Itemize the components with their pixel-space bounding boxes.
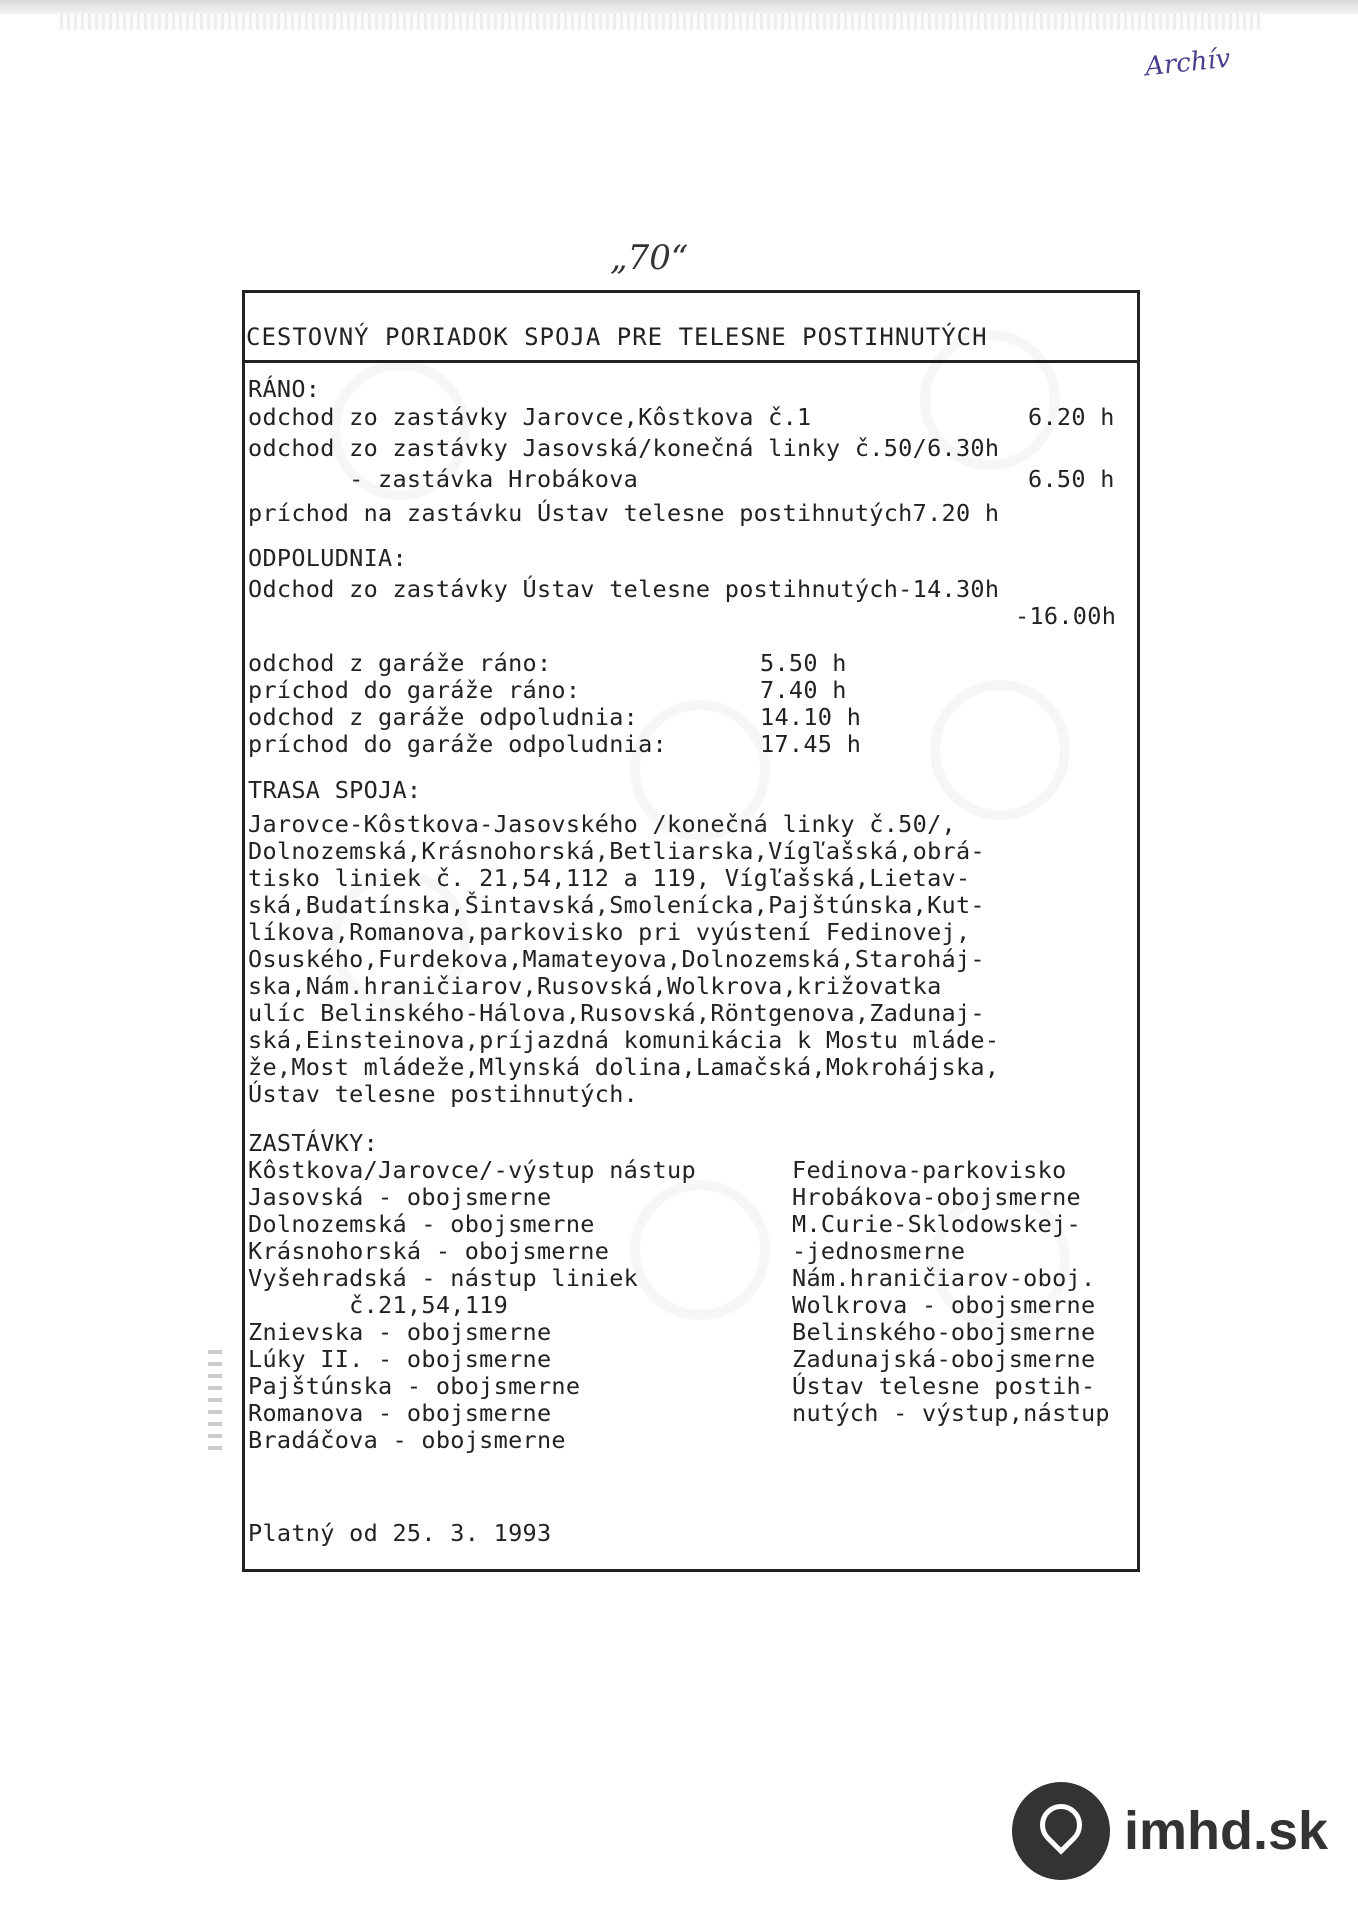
document-title: CESTOVNÝ PORIADOK SPOJA PRE TELESNE POSTIHNUTÝCH [246, 323, 988, 351]
trasa-line: ská,Budatínska,Šintavská,Smolenícka,Pajštúnska,Kut- [248, 891, 985, 919]
header-divider [242, 360, 1140, 363]
brand-name: imhd.sk [1124, 1801, 1329, 1861]
rano-time: 6.50 h [1028, 465, 1115, 493]
trasa-line: Jarovce-Kôstkova-Jasovského /konečná linky č.50/, [248, 810, 956, 838]
odpoludnia-line: Odchod zo zastávky Ústav telesne postihnutých-14.30h [248, 575, 1000, 603]
scan-edge-mark [208, 1350, 222, 1450]
garage-time: 5.50 h [760, 649, 847, 677]
rano-time: 6.20 h [1028, 403, 1115, 431]
stop-right: Wolkrova - obojsmerne [792, 1291, 1096, 1319]
section-heading-rano: RÁNO: [248, 375, 321, 403]
garage-time: 7.40 h [760, 676, 847, 704]
garage-time: 14.10 h [760, 703, 862, 731]
page-mark: „70“ [610, 238, 689, 278]
rano-line: - zastávka Hrobákova [248, 465, 639, 493]
stop-left: Krásnohorská - obojsmerne [248, 1237, 610, 1265]
stop-right: Fedinova-parkovisko [792, 1156, 1067, 1184]
brand-logo [1012, 1782, 1332, 1882]
validity-date: Platný od 25. 3. 1993 [248, 1519, 552, 1547]
stop-left: Znievska - obojsmerne [248, 1318, 552, 1346]
stop-right: Ústav telesne postih- [792, 1372, 1096, 1400]
stop-left: Lúky II. - obojsmerne [248, 1345, 552, 1373]
garage-label: odchod z garáže ráno: [248, 649, 552, 677]
garage-time: 17.45 h [760, 730, 862, 758]
stop-left: č.21,54,119 [248, 1291, 509, 1319]
trasa-line: ská,Einsteinova,príjazdná komunikácia k Mostu mláde- [248, 1026, 1000, 1054]
section-heading-odpoludnia: ODPOLUDNIA: [248, 544, 407, 572]
pin-shape [1031, 1795, 1090, 1854]
garage-label: odchod z garáže odpoludnia: [248, 703, 639, 731]
stop-left: Vyšehradská - nástup liniek [248, 1264, 639, 1292]
rano-line: príchod na zastávku Ústav telesne postihnutých7.20 h [248, 499, 1000, 527]
stop-right: -jednosmerne [792, 1237, 966, 1265]
scan-noise [60, 14, 1260, 30]
odpoludnia-line: -16.00h [1015, 602, 1117, 630]
trasa-line: Ústav telesne postihnutých. [248, 1080, 639, 1108]
trasa-line: že,Most mládeže,Mlynská dolina,Lamačská,Mokrohájska, [248, 1053, 1000, 1081]
stop-right: M.Curie-Sklodowskej- [792, 1210, 1081, 1238]
rano-line: odchod zo zastávky Jarovce,Kôstkova č.1 [248, 403, 812, 431]
rano-line: odchod zo zastávky Jasovská/konečná linky č.50/6.30h [248, 434, 1000, 462]
handwritten-note: Archív [1143, 43, 1232, 83]
trasa-line: ulíc Belinského-Hálova,Rusovská,Röntgenova,Zadunaj- [248, 999, 985, 1027]
stop-left: Bradáčova - obojsmerne [248, 1426, 566, 1454]
stop-right: Belinského-obojsmerne [792, 1318, 1096, 1346]
trasa-line: tisko liniek č. 21,54,112 a 119, Vígľašská,Lietav- [248, 864, 971, 892]
trasa-line: Dolnozemská,Krásnohorská,Betliarska,Vígľašská,obrá- [248, 837, 985, 865]
stop-left: Kôstkova/Jarovce/-výstup nástup [248, 1156, 696, 1184]
garage-label: príchod do garáže ráno: [248, 676, 581, 704]
stop-left: Romanova - obojsmerne [248, 1399, 552, 1427]
map-pin-icon [1012, 1782, 1110, 1880]
stop-right: nutých - výstup,nástup [792, 1399, 1110, 1427]
section-heading-trasa: TRASA SPOJA: [248, 776, 422, 804]
trasa-line: Osuského,Furdekova,Mamateyova,Dolnozemská,Staroháj- [248, 945, 985, 973]
stop-left: Pajštúnska - obojsmerne [248, 1372, 581, 1400]
trasa-line: líkova,Romanova,parkovisko pri vyústení Fedinovej, [248, 918, 971, 946]
scan-edge [0, 0, 1358, 14]
stop-right: Hrobákova-obojsmerne [792, 1183, 1081, 1211]
trasa-line: ska,Nám.hraničiarov,Rusovská,Wolkrova,križovatka [248, 972, 942, 1000]
stop-left: Dolnozemská - obojsmerne [248, 1210, 595, 1238]
stop-right: Zadunajská-obojsmerne [792, 1345, 1096, 1373]
stop-left: Jasovská - obojsmerne [248, 1183, 552, 1211]
stop-right: Nám.hraničiarov-oboj. [792, 1264, 1096, 1292]
garage-label: príchod do garáže odpoludnia: [248, 730, 667, 758]
section-heading-zastavky: ZASTÁVKY: [248, 1129, 379, 1157]
